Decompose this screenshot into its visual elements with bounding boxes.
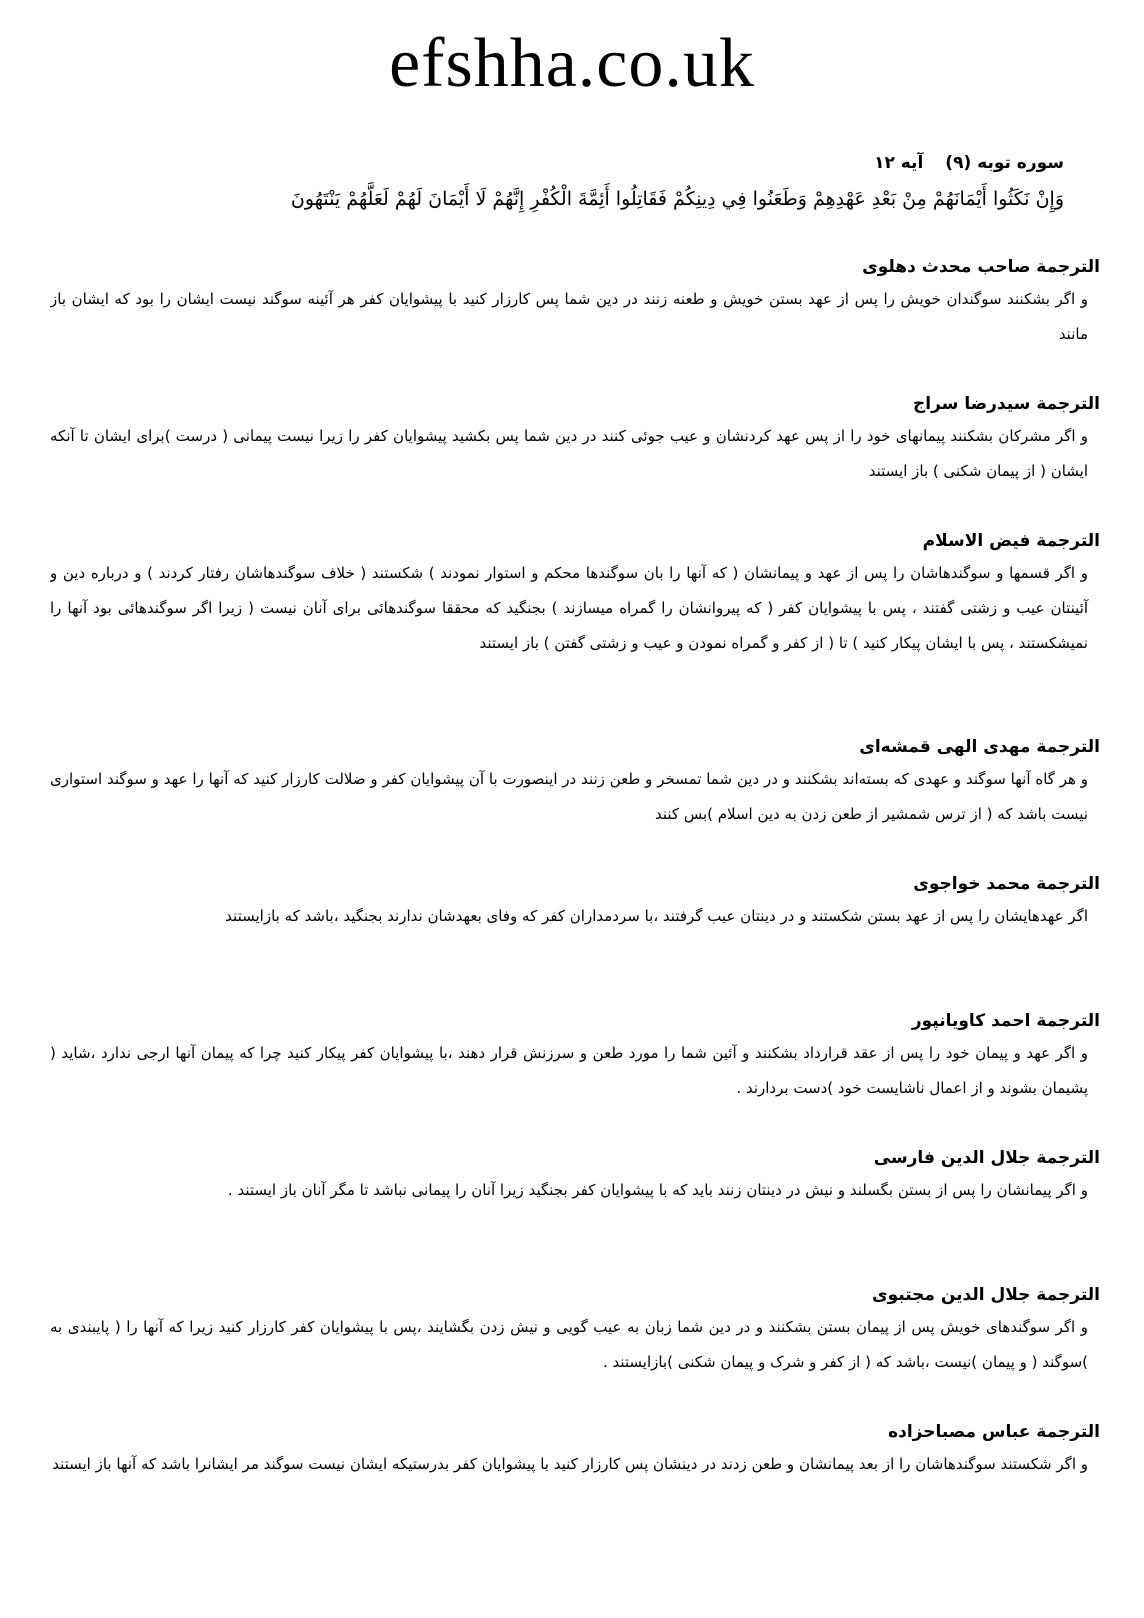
translation-dehlavi xyxy=(50,252,1100,389)
translation-ghomshei xyxy=(50,732,1100,869)
translations-list xyxy=(50,252,1100,1582)
translation-text: و اگر شکستند سوگندهاشان را از بعد پیمانشان و طعن زدند در دینشان پس کارزار کنید با پیشوایان کفر بدرستیکه ایشان نیست سوگند مر ایشانرا باشد که آنها باز ایستند xyxy=(52,1455,1088,1473)
translation-text: و هر گاه آنها سوگند و عهدی که بسته‌اند بشکنند و در دین شما تمسخر و طعن زنند در اینصورت با آن پیشوایان کفر و ضلالت کارزار کنید که آنها را عهد و سوگند استواری نیست باشد که ( از ترس شمشیر از طعن زدن به دین اسلام )بس کنند xyxy=(50,770,1088,823)
translation-mojtabavi xyxy=(50,1280,1100,1417)
translation-text: و اگر قسمها و سوگندهاشان را پس از عهد و پیمانشان ( که آنها را بان سوگندها محکم و استوار نمودند ) شکستند ( خلاف سوگندهاشان رفتار کردند ) و درباره دین و آئینتان عیب و زشتی گفتند ، پس با پیشوایان کفر ( که پیروانشان را گمراه میسازند ) بجنگید که محققا سوگندهائی برای آنان نیست ( زیرا اگر سوگندهائی بود آنها را نمیشکستند ، پس با ایشان پیکار کنید ) تا ( از کفر و گمراه نمودن و عیب و زشتی گفتن ) باز ایستند xyxy=(50,564,1088,652)
translation-seraj xyxy=(50,389,1100,526)
translator-title: الترجمة مهدی الهی قمشه‌ای xyxy=(859,737,1100,757)
translation-text: و اگر سوگندهای خویش پس از پیمان بستن بشکنند و در دین شما زبان به عیب گویی و نیش زدن بگشایند ،پس با پیشوایان کفر کارزار کنید زیرا که آنها را ( پایبندی به )سوگند ( و پیمان )نیست ،باشد که ( از کفر و شرک و پیمان شکنی )بازایستند . xyxy=(50,1318,1088,1371)
translation-text: و اگر بشکنند سوگندان خویش را پس از عهد بستن خویش و طعنه زنند در دین شما پس کارزار کنید با پیشوایان کفر هر آئینه سوگند نیست ایشان را بود که ایشان باز مانند xyxy=(50,290,1088,343)
translator-title: الترجمة جلال الدین فارسی xyxy=(873,1148,1100,1168)
surah-heading xyxy=(874,150,1064,176)
site-title: efshha.co.uk xyxy=(389,25,755,102)
translator-title: الترجمة احمد کاویانپور xyxy=(911,1011,1100,1031)
ayah-number: آیه ۱۲ xyxy=(874,153,924,173)
translator-title: الترجمة محمد خواجوی xyxy=(913,874,1100,894)
translation-mesbahzadeh xyxy=(50,1417,1100,1554)
surah-name: سوره توبه (۹) xyxy=(945,153,1064,173)
translation-text: و اگر عهد و پیمان خود را پس از عقد قرارداد بشکنند و آئین شما را مورد طعن و سرزنش قرار دهند ،با پیشوایان کفر پیکار کنید چرا که پیمان آنها ارجی ندارد ،شاید ( پشیمان بشوند و از اعمال ناشایست خود )دست بردارند . xyxy=(50,1044,1088,1097)
translator-title: الترجمة عباس مصباحزاده xyxy=(888,1422,1100,1442)
translation-kaviyanpour xyxy=(50,1006,1100,1143)
translator-title: الترجمة جلال الدین مجتبوی xyxy=(872,1285,1100,1305)
translation-text: و اگر پیمانشان را پس از بستن بگسلند و نیش در دینتان زنند باید که با پیشوایان کفر بجنگید زیرا آنان را پیمانی نباشد تا مگر آنان باز ایستند . xyxy=(227,1181,1088,1199)
translation-feyz-al-islam xyxy=(50,526,1100,732)
translation-khajavi xyxy=(50,869,1100,1006)
translation-text: اگر عهدهایشان را پس از عهد بستن شکستند و در دینتان عیب گرفتند ،با سردمداران کفر که وفای بعهدشان ندارند بجنگید ،باشد که بازایستند xyxy=(225,907,1088,925)
quran-verse: وَإِنْ نَكَثُوا أَيْمَانَهُمْ مِنْ بَعْدِ عَهْدِهِمْ وَطَعَنُوا فِي دِينِكُمْ فَقَاتِلُوا أَئِمَّةَ الْكُفْرِ إِنَّهُمْ لَا أَيْمَانَ لَهُمْ لَعَلَّهُمْ يَنْتَهُونَ xyxy=(290,188,1064,210)
translator-title: الترجمة سیدرضا سراج xyxy=(913,394,1100,414)
translation-farsi xyxy=(50,1143,1100,1280)
translation-text: و اگر مشرکان بشکنند پیمانهای خود را از پس عهد کردنشان و عیب جوئی کنند در دین شما پس بکشید پیشوایان کفر را زیرا نیست پیمانی ( درست )برای ایشان تا آنکه ایشان ( از پیمان شکنی ) باز ایستند xyxy=(50,427,1088,480)
translator-title: الترجمة فیض الاسلام xyxy=(922,531,1100,551)
translator-title: الترجمة صاحب محدث دهلوی xyxy=(862,257,1100,277)
